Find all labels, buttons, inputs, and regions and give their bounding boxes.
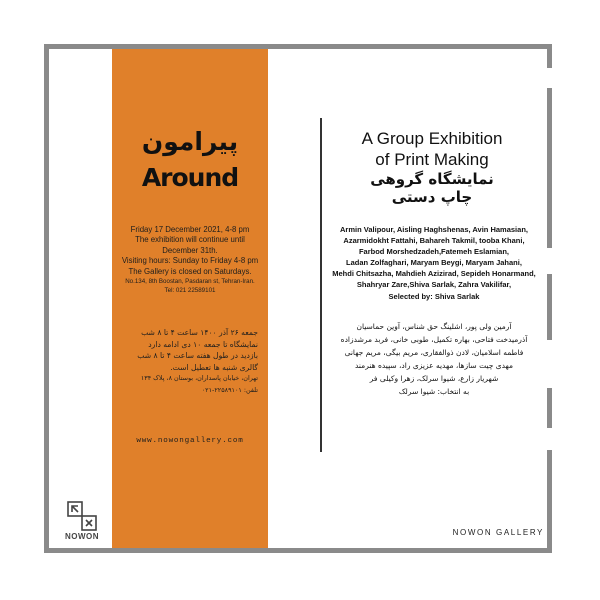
info-fa-continue: نمایشگاه تا جمعه ۱۰ دی ادامه دارد (148, 339, 258, 349)
artists-fa-line: آرمین ولی پور، اشلینگ حق شناس، آوین حماسیان (356, 322, 512, 331)
info-en-address: No.134, 8th Boostan, Pasdaran st, Tehran-Iran. (125, 278, 255, 286)
frame-left (44, 44, 49, 552)
info-fa-date: جمعه ۲۶ آذر ۱۴۰۰ ساعت ۴ تا ۸ شب (141, 328, 258, 337)
event-info-en (118, 225, 262, 295)
exhibition-title-en-line1: A Group Exhibition (361, 129, 503, 148)
artists-en-line: Armin Valipour, Aisling Haghshenas, Avin Hamasian, (340, 225, 528, 234)
vertical-divider (320, 118, 322, 452)
gallery-website-link[interactable]: www.nowongallery.com (136, 437, 244, 445)
info-fa-tel: تلفن: ۲۲۵۸۹۱۰۱-۰۲۱ (201, 385, 258, 394)
poster-title-fa: پیرامون (141, 127, 239, 156)
artists-en-line: Mehdi Chitsazha, Mahdieh Azizirad, Sepideh Honarmand, (332, 269, 536, 279)
artists-fa-line: شهریار زارع، شیوا سرلک، زهرا وکیلی فر (369, 374, 499, 383)
frame-right-segment (547, 88, 552, 248)
frame-bottom (44, 548, 552, 553)
info-en-closed: The Gallery is closed on Saturdays. (128, 266, 252, 276)
orange-info-panel (112, 49, 268, 548)
artists-en-line: Ladan Zolfaghari, Maryam Beygi, Maryam Jahani, (346, 258, 522, 268)
frame-right-segment (547, 388, 552, 428)
event-info-fa (118, 327, 264, 397)
artists-fa-line: آذرمیدخت فتاحی، بهاره تکمیل، طوبی خانی، فربد مرشدزاده (340, 335, 528, 344)
info-en-continue: The exhibition will continue until (135, 235, 245, 245)
gallery-name: NOWON GALLERY (452, 528, 544, 537)
exhibition-title-fa-line1: نمایشگاه گروهی (370, 170, 494, 188)
exhibition-title-en-line2: of Print Making (375, 150, 489, 169)
artists-fa-line: فاطمه اسلامیان، لادن ذوالفقاری، مریم بیگی، مریم جهانی (344, 348, 524, 357)
exhibition-title-fa-line2: چاپ دستی (391, 188, 473, 206)
exhibition-title-fa (326, 170, 538, 206)
artists-fa-line: مهدی چیت سازها، مهدیه عزیزی راد، سپیده هنرمند (354, 361, 514, 370)
poster-title-en: Around (141, 163, 239, 192)
frame-right-segment (547, 450, 552, 553)
info-en-date: Friday 17 December 2021, 4-8 pm (130, 225, 250, 234)
artists-en-line: Azarmidokht Fattahi, Bahareh Takmil, tooba Khani, (343, 236, 525, 246)
frame-right-segment (547, 44, 552, 68)
exhibition-title-en (326, 128, 538, 170)
info-fa-closed: گالری شنبه ها تعطیل است. (170, 362, 258, 372)
logo-wordmark: NOWON (64, 532, 100, 541)
artists-list-fa (326, 320, 542, 398)
info-en-until: December 31th. (162, 245, 218, 255)
artists-en-line: Shahryar Zare,Shiva Sarlak, Zahra Vakilifar, (356, 280, 512, 290)
artists-en-line: Farbod Morshedzadeh,Fatemeh Eslamian, (358, 247, 510, 257)
info-fa-hours: بازدید در طول هفته ساعت ۴ تا ۸ شب (137, 351, 258, 361)
frame-right-segment (547, 274, 552, 340)
info-en-tel: Tel: 021 22589101 (164, 287, 216, 295)
artists-list-en (326, 224, 542, 302)
curator-en: Selected by: Shiva Sarlak (388, 291, 480, 301)
curator-fa: به انتخاب: شیوا سرلک (398, 387, 470, 396)
info-en-hours: Visiting hours: Sunday to Friday 4-8 pm (121, 256, 259, 266)
info-fa-address: تهران، خیابان پاسداران، بوستان ۸، پلاک ۱۳۴ (140, 374, 258, 383)
